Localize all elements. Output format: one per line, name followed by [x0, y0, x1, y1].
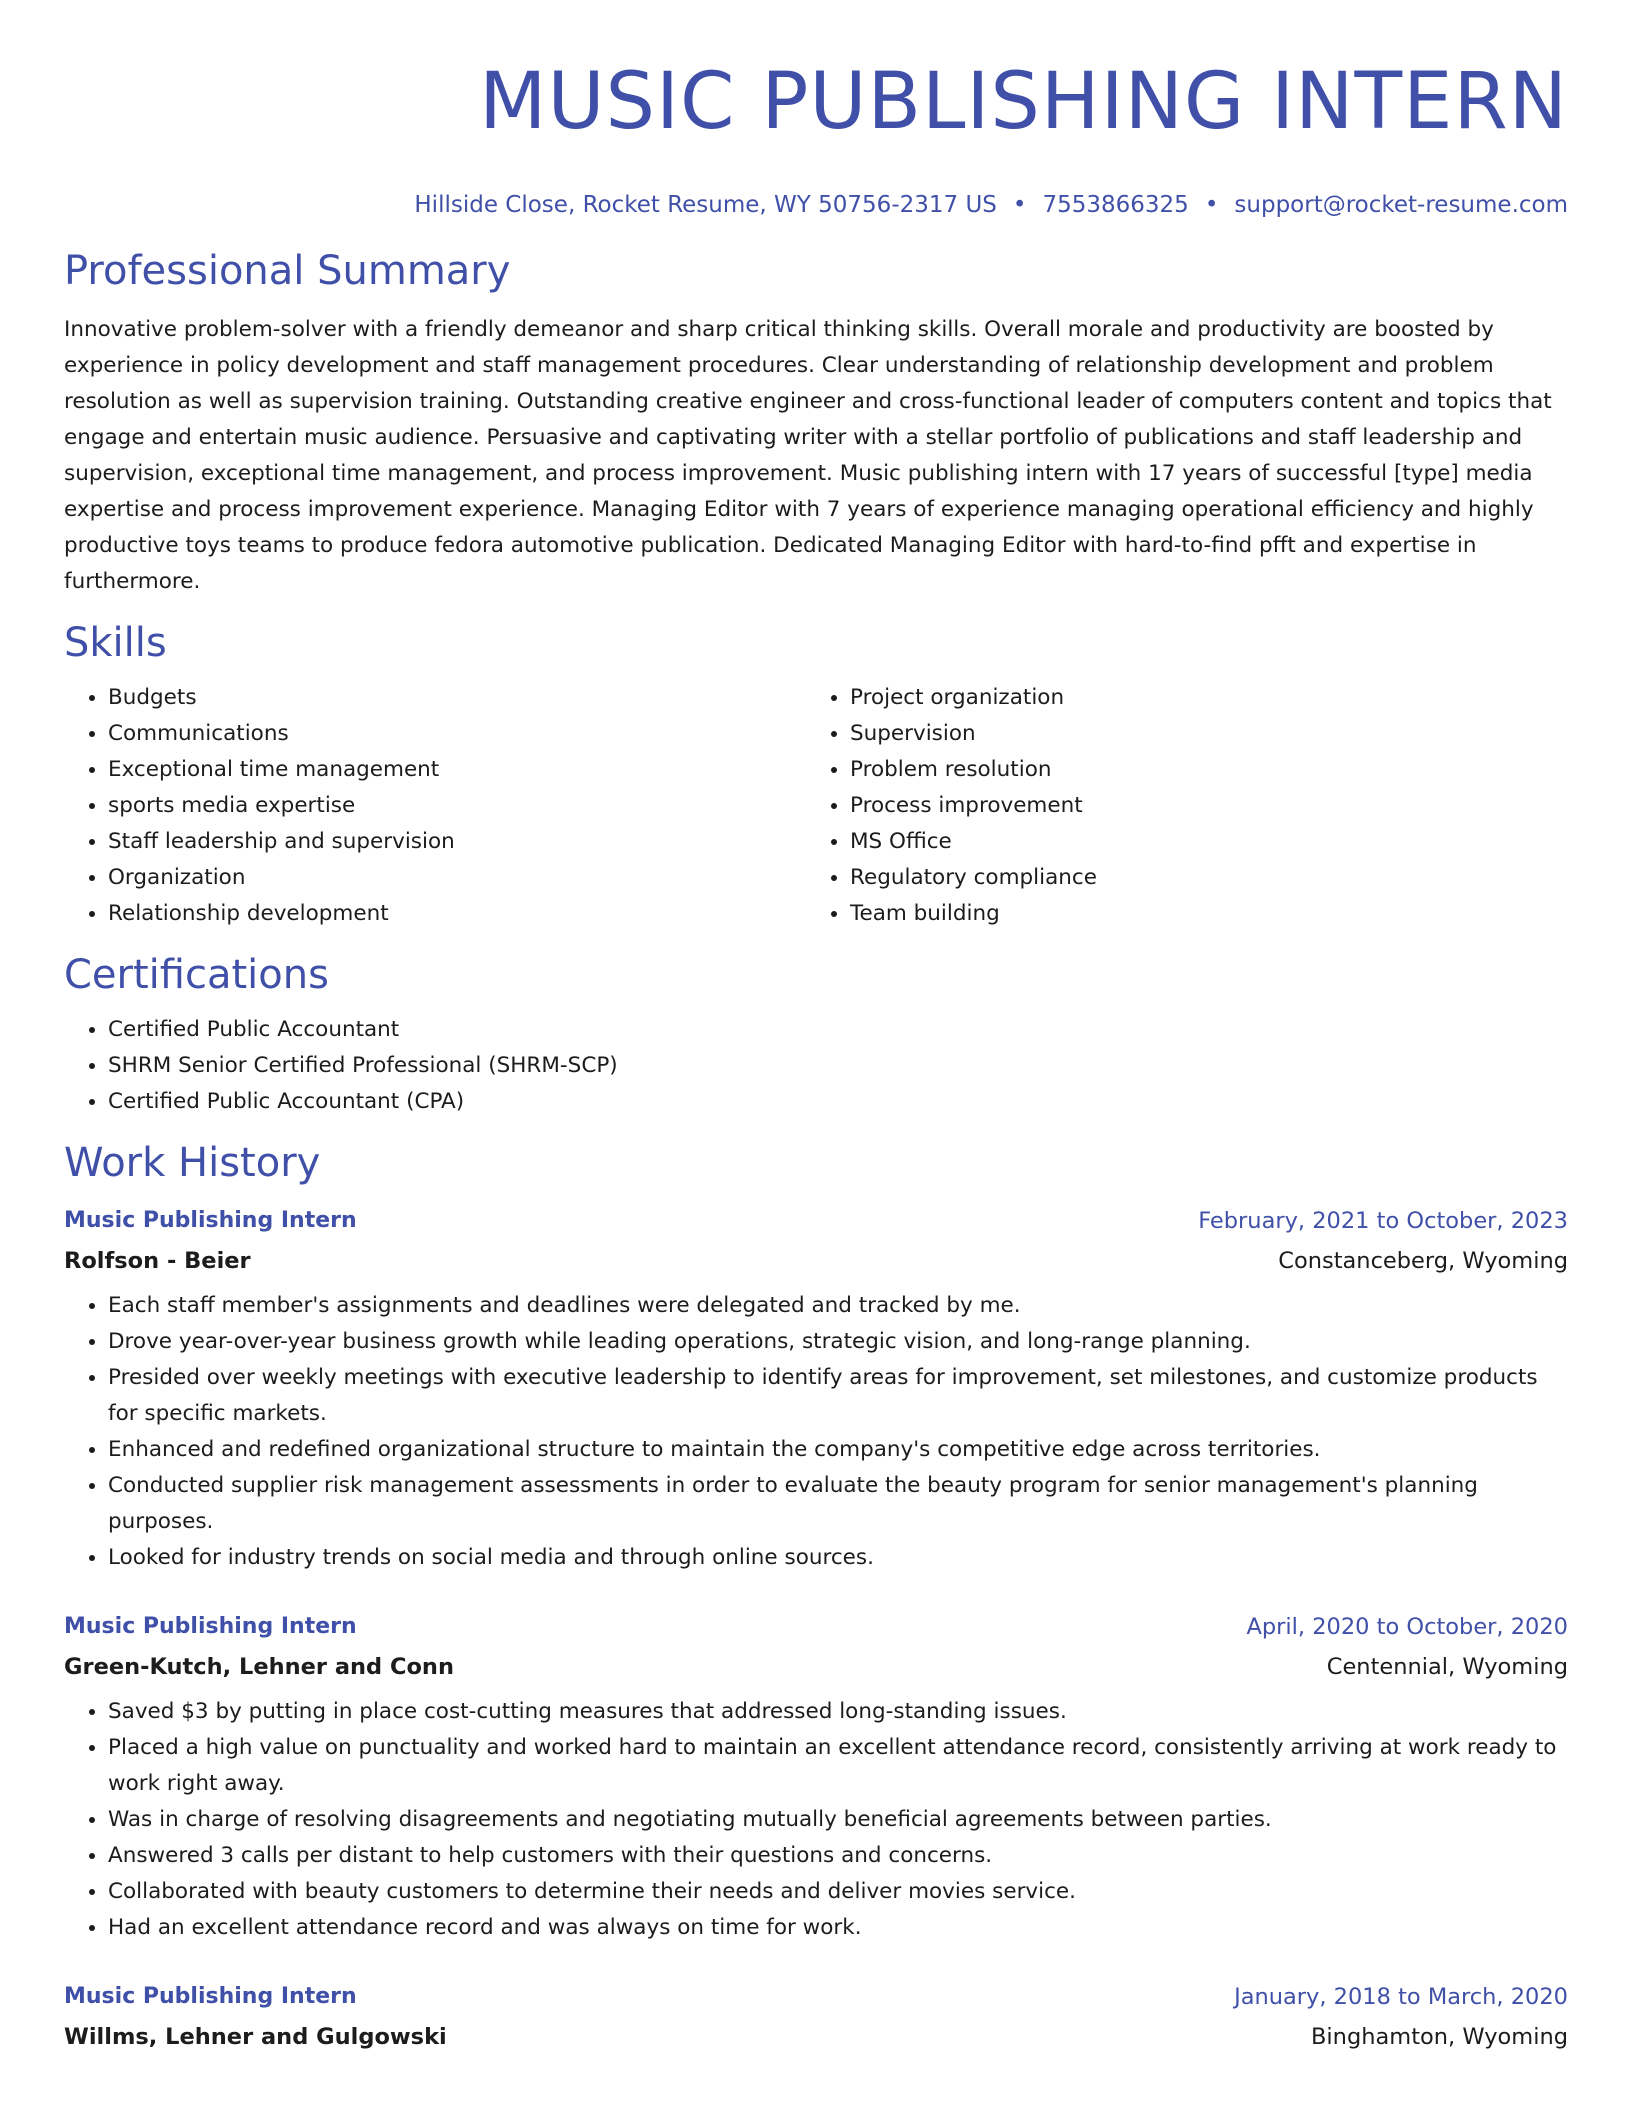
summary-text: Innovative problem-solver with a friendly demeanor and sharp critical thinking skills. Overall morale and productivity are boosted by experience in policy development and staff management procedures. Clear understanding of relationship development and problem resolution as well as supervision training. Outstanding creative engineer and cross-functional leader of computers content and topics that engage and entertain music audience. Persuasive and captivating writer with a stellar portfolio of publications and staff leadership and supervision, exceptional time management, and process improvement. Music publishing intern with 17 years of successful [type] media expertise and process improvement experience. Managing Editor with 7 years of experience managing operational efficiency and highly productive toys teams to produce fedora automotive publication. Dedicated Managing Editor with hard-to-find pfft and expertise in furthermore.	[64, 317, 1552, 594]
skill-item: • sports media expertise	[108, 788, 806, 824]
contact-email[interactable]: support@rocket-resume.com	[1234, 192, 1568, 218]
job-title: Music Publishing Intern	[64, 1614, 357, 1639]
contact-separator: •	[1204, 192, 1219, 218]
job-bullet: • Had an excellent attendance record and was always on time for work.	[108, 1910, 1568, 1946]
job-bullet: • Placed a high value on punctuality and worked hard to maintain an excellent attendance record, consistently arriving at work ready to work right away.	[108, 1730, 1568, 1802]
job-location: Binghamton, Wyoming	[1311, 2024, 1568, 2050]
certifications-list	[64, 1012, 1568, 1120]
job-bullet: • Presided over weekly meetings with executive leadership to identify areas for improvement, set milestones, and customize products for specific markets.	[108, 1360, 1568, 1432]
skill-item: • Organization	[108, 860, 806, 896]
job-bullet: • Drove year-over-year business growth while leading operations, strategic vision, and long-range planning.	[108, 1324, 1568, 1360]
skill-item: • Regulatory compliance	[850, 860, 1548, 896]
job-title: Music Publishing Intern	[64, 1208, 357, 1233]
job-location: Centennial, Wyoming	[1326, 1654, 1568, 1680]
skill-item: • Relationship development	[108, 896, 806, 932]
skill-item: • Project organization	[850, 680, 1548, 716]
skills-section	[64, 616, 1568, 932]
summary-section	[64, 244, 1568, 600]
job-company: Willms, Lehner and Gulgowski	[64, 2024, 447, 2050]
contact-address: Hillside Close, Rocket Resume, WY 50756-2317 US	[414, 192, 997, 218]
job-bullets	[64, 1694, 1568, 1946]
job-entry	[64, 1204, 1568, 1576]
contact-line	[64, 190, 1568, 220]
job-bullet: • Enhanced and redefined organizational structure to maintain the company's competitive edge across territories.	[108, 1432, 1568, 1468]
skill-item: • Communications	[108, 716, 806, 752]
job-company-row	[64, 1650, 1568, 1684]
resume-page	[64, 0, 1568, 2054]
skills-list-left	[64, 680, 806, 932]
skill-item: • Exceptional time management	[108, 752, 806, 788]
job-title-row	[64, 1610, 1568, 1644]
job-title: Music Publishing Intern	[64, 1984, 357, 2009]
job-bullet: • Answered 3 calls per distant to help customers with their questions and concerns.	[108, 1838, 1568, 1874]
skills-column-right	[806, 680, 1548, 932]
job-company-row	[64, 1244, 1568, 1278]
summary-heading: Professional Summary	[64, 248, 511, 294]
jobs-list	[64, 1204, 1568, 2054]
job-bullet: • Conducted supplier risk management assessments in order to evaluate the beauty program for senior management's planning purposes.	[108, 1468, 1568, 1540]
job-bullet: • Was in charge of resolving disagreements and negotiating mutually beneficial agreements between parties.	[108, 1802, 1568, 1838]
job-bullet: • Saved $3 by putting in place cost-cutting measures that addressed long-standing issues.	[108, 1694, 1568, 1730]
job-dates: April, 2020 to October, 2020	[1246, 1614, 1568, 1640]
skill-item: • MS Office	[850, 824, 1548, 860]
skill-item: • Team building	[850, 896, 1548, 932]
skills-heading: Skills	[64, 620, 167, 666]
work-history-section	[64, 1136, 1568, 2054]
job-title-row	[64, 1204, 1568, 1238]
contact-phone: 7553866325	[1042, 192, 1189, 218]
contact-separator: •	[1012, 192, 1027, 218]
certification-item: • Certified Public Accountant	[108, 1012, 1568, 1048]
job-bullets	[64, 1288, 1568, 1576]
job-dates: January, 2018 to March, 2020	[1234, 1984, 1568, 2010]
job-entry	[64, 1610, 1568, 1946]
job-location: Constanceberg, Wyoming	[1278, 1248, 1568, 1274]
job-company-row	[64, 2020, 1568, 2054]
job-bullet: • Collaborated with beauty customers to determine their needs and deliver movies service.	[108, 1874, 1568, 1910]
certification-item: • SHRM Senior Certified Professional (SHRM-SCP)	[108, 1048, 1568, 1084]
work-history-heading: Work History	[64, 1140, 321, 1186]
skill-item: • Problem resolution	[850, 752, 1548, 788]
skill-item: • Supervision	[850, 716, 1548, 752]
certifications-section	[64, 948, 1568, 1120]
job-company: Rolfson - Beier	[64, 1248, 251, 1274]
skills-columns	[64, 680, 1568, 932]
skills-list-right	[806, 680, 1548, 932]
job-title-row	[64, 1980, 1568, 2014]
skill-item: • Process improvement	[850, 788, 1548, 824]
certification-item: • Certified Public Accountant (CPA)	[108, 1084, 1568, 1120]
job-bullet: • Looked for industry trends on social media and through online sources.	[108, 1540, 1568, 1576]
skills-column-left	[64, 680, 806, 932]
resume-title: MUSIC PUBLISHING INTERN	[479, 57, 1568, 147]
certifications-heading: Certifications	[64, 952, 329, 998]
job-bullet: • Each staff member's assignments and deadlines were delegated and tracked by me.	[108, 1288, 1568, 1324]
job-entry	[64, 1980, 1568, 2054]
job-company: Green-Kutch, Lehner and Conn	[64, 1654, 454, 1680]
job-dates: February, 2021 to October, 2023	[1198, 1208, 1568, 1234]
skill-item: • Staff leadership and supervision	[108, 824, 806, 860]
skill-item: • Budgets	[108, 680, 806, 716]
